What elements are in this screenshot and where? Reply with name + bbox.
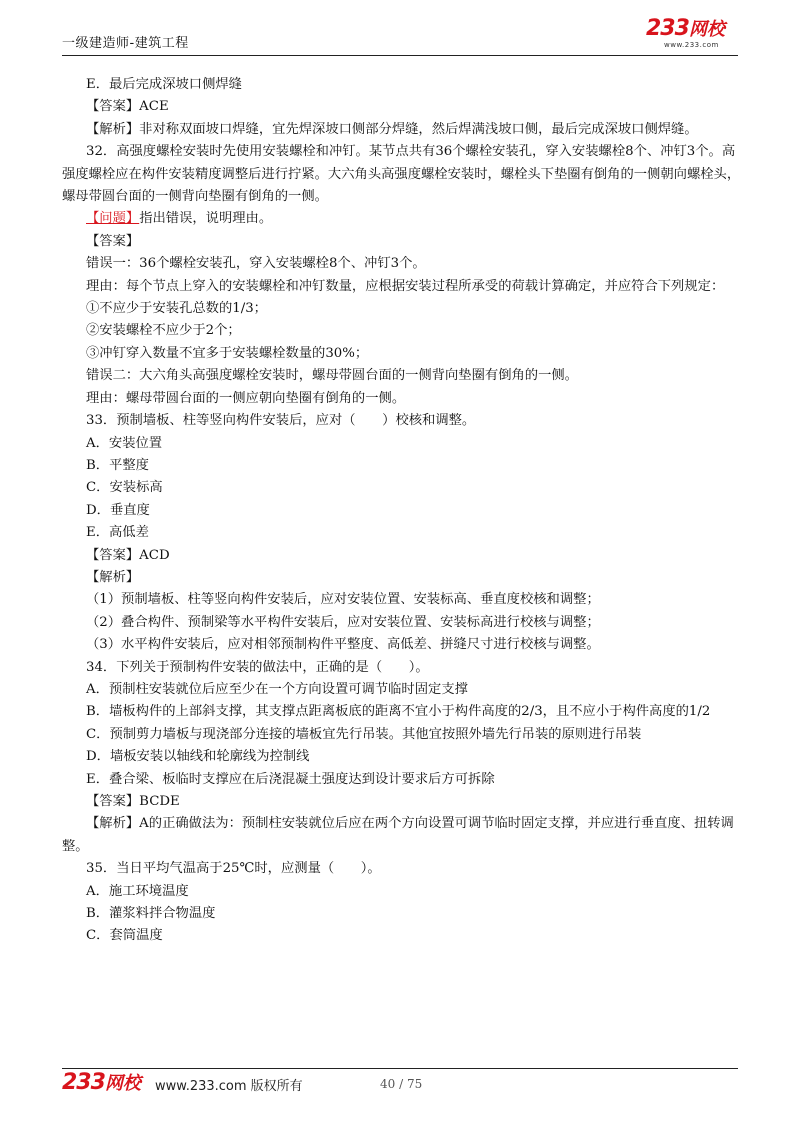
reason-two: 理由：螺母带圆台面的一侧应朝向垫圈有倒角的一侧。 — [86, 390, 406, 406]
rule-item: ③冲钉穿入数量不宜多于安装螺栓数量的30%； — [86, 345, 369, 361]
logo-number: 233 — [646, 16, 689, 41]
logo-word: 网校 — [104, 1073, 141, 1094]
option-c: C．安装标高 — [86, 480, 163, 496]
option-d: D．墙板安装以轴线和轮廓线为控制线 — [86, 749, 310, 765]
answer-label: 【答案】ACE — [86, 99, 169, 115]
footer-divider — [62, 1068, 738, 1069]
document-body — [62, 74, 742, 948]
question-35: 35．当日平均气温高于25℃时，应测量（ ）。 — [86, 861, 381, 877]
answer-label: 【答案】BCDE — [86, 794, 180, 809]
option-a: A．预制柱安装就位后应至少在一个方向设置可调节临时固定支撑 — [86, 681, 468, 697]
answer-label: 【答案】ACD — [86, 547, 170, 563]
option-d: D．垂直度 — [86, 502, 150, 518]
page-number: 40 / 75 — [380, 1077, 423, 1091]
option-a: A．安装位置 — [86, 435, 163, 451]
rule-item: ②安装螺栓不应少于2个； — [86, 323, 241, 339]
problem-line — [62, 208, 742, 230]
option-e: E．叠合梁、板临时支撑应在后浇混凝土强度达到设计要求后方可拆除 — [86, 771, 495, 787]
rule-item: ①不应少于安装孔总数的1/3； — [86, 301, 267, 317]
analysis-item: （1）预制墙板、柱等竖向构件安装后，应对安装位置、安装标高、垂直度校核和调整； — [86, 592, 600, 608]
option-e: E．高低差 — [86, 525, 149, 541]
error-one: 错误一：36个螺栓安装孔，穿入安装螺栓8个、冲钉3个。 — [86, 256, 426, 272]
page-header — [0, 0, 800, 60]
analysis-item: （2）叠合构件、预制梁等水平构件安装后，应对安装位置、安装标高进行校核与调整； — [86, 614, 600, 630]
question-34: 34．下列关于预制构件安装的做法中，正确的是（ ）。 — [86, 659, 429, 675]
question-33: 33．预制墙板、柱等竖向构件安装后，应对（ ）校核和调整。 — [86, 413, 476, 429]
option-c: C．套筒温度 — [86, 928, 163, 944]
analysis-paragraph: 【解析】A的正确做法为：预制柱安装就位后应在两个方向设置可调节临时固定支撑，并应进行垂直度、扭转调整。 — [62, 816, 734, 854]
option-a: A．施工环境温度 — [86, 883, 189, 899]
footer-copyright: www.233.com 版权所有 — [155, 1079, 303, 1094]
analysis-item: （3）水平构件安装后，应对相邻预制构件平整度、高低差、拼缝尺寸进行校核与调整。 — [86, 637, 600, 653]
analysis-label: 【解析】 — [86, 569, 140, 585]
answer-label: 【答案】 — [86, 233, 140, 249]
logo-url: www.233.com — [664, 41, 719, 49]
error-two: 错误二：大六角头高强度螺栓安装时，螺母带圆台面的一侧背向垫圈有倒角的一侧。 — [86, 368, 578, 384]
question-32: 32．高强度螺栓安装时先使用安装螺栓和冲钉。某节点共有36个螺栓安装孔，穿入安装螺栓8个、冲钉3个。高强度螺栓应在构件安装精度调整后进行拧紧。大六角头高强度螺栓安装时，螺栓头下垫圈有倒角的一侧朝向螺栓头，螺母带圆台面的一侧背向垫圈有倒角的一侧。 — [62, 144, 741, 205]
option-b: B．墙板构件的上部斜支撑，其支撑点距离板底的距离不宜小于构件高度的2/3，且不应小于构件高度的1/2 — [86, 704, 711, 720]
brand-logo — [646, 18, 736, 54]
footer-logo — [62, 1072, 152, 1098]
option-b: B．灌浆料拌合物温度 — [86, 906, 216, 922]
option-b: B．平整度 — [86, 457, 149, 473]
analysis-paragraph: 【解析】非对称双面坡口焊缝，宜先焊深坡口侧部分焊缝，然后焊满浅坡口侧，最后完成深坡口侧焊缝。 — [86, 121, 698, 137]
header-divider — [62, 55, 738, 56]
option-c: C．预制剪力墙板与现浇部分连接的墙板宜先行吊装。其他宜按照外墙先行吊装的原则进行吊装 — [86, 726, 642, 742]
problem-text: 指出错误，说明理由。 — [139, 211, 273, 227]
option-e: E．最后完成深坡口侧焊缝 — [86, 77, 242, 92]
reason-one: 理由：每个节点上穿入的安装螺栓和冲钉数量，应根据安装过程所承受的荷载计算确定，并应符合下列规定： — [86, 278, 725, 294]
header-title: 一级建造师-建筑工程 — [62, 36, 189, 51]
logo-number: 233 — [62, 1070, 105, 1095]
logo-word: 网校 — [688, 19, 725, 40]
problem-tag: 【问题】 — [86, 211, 140, 227]
